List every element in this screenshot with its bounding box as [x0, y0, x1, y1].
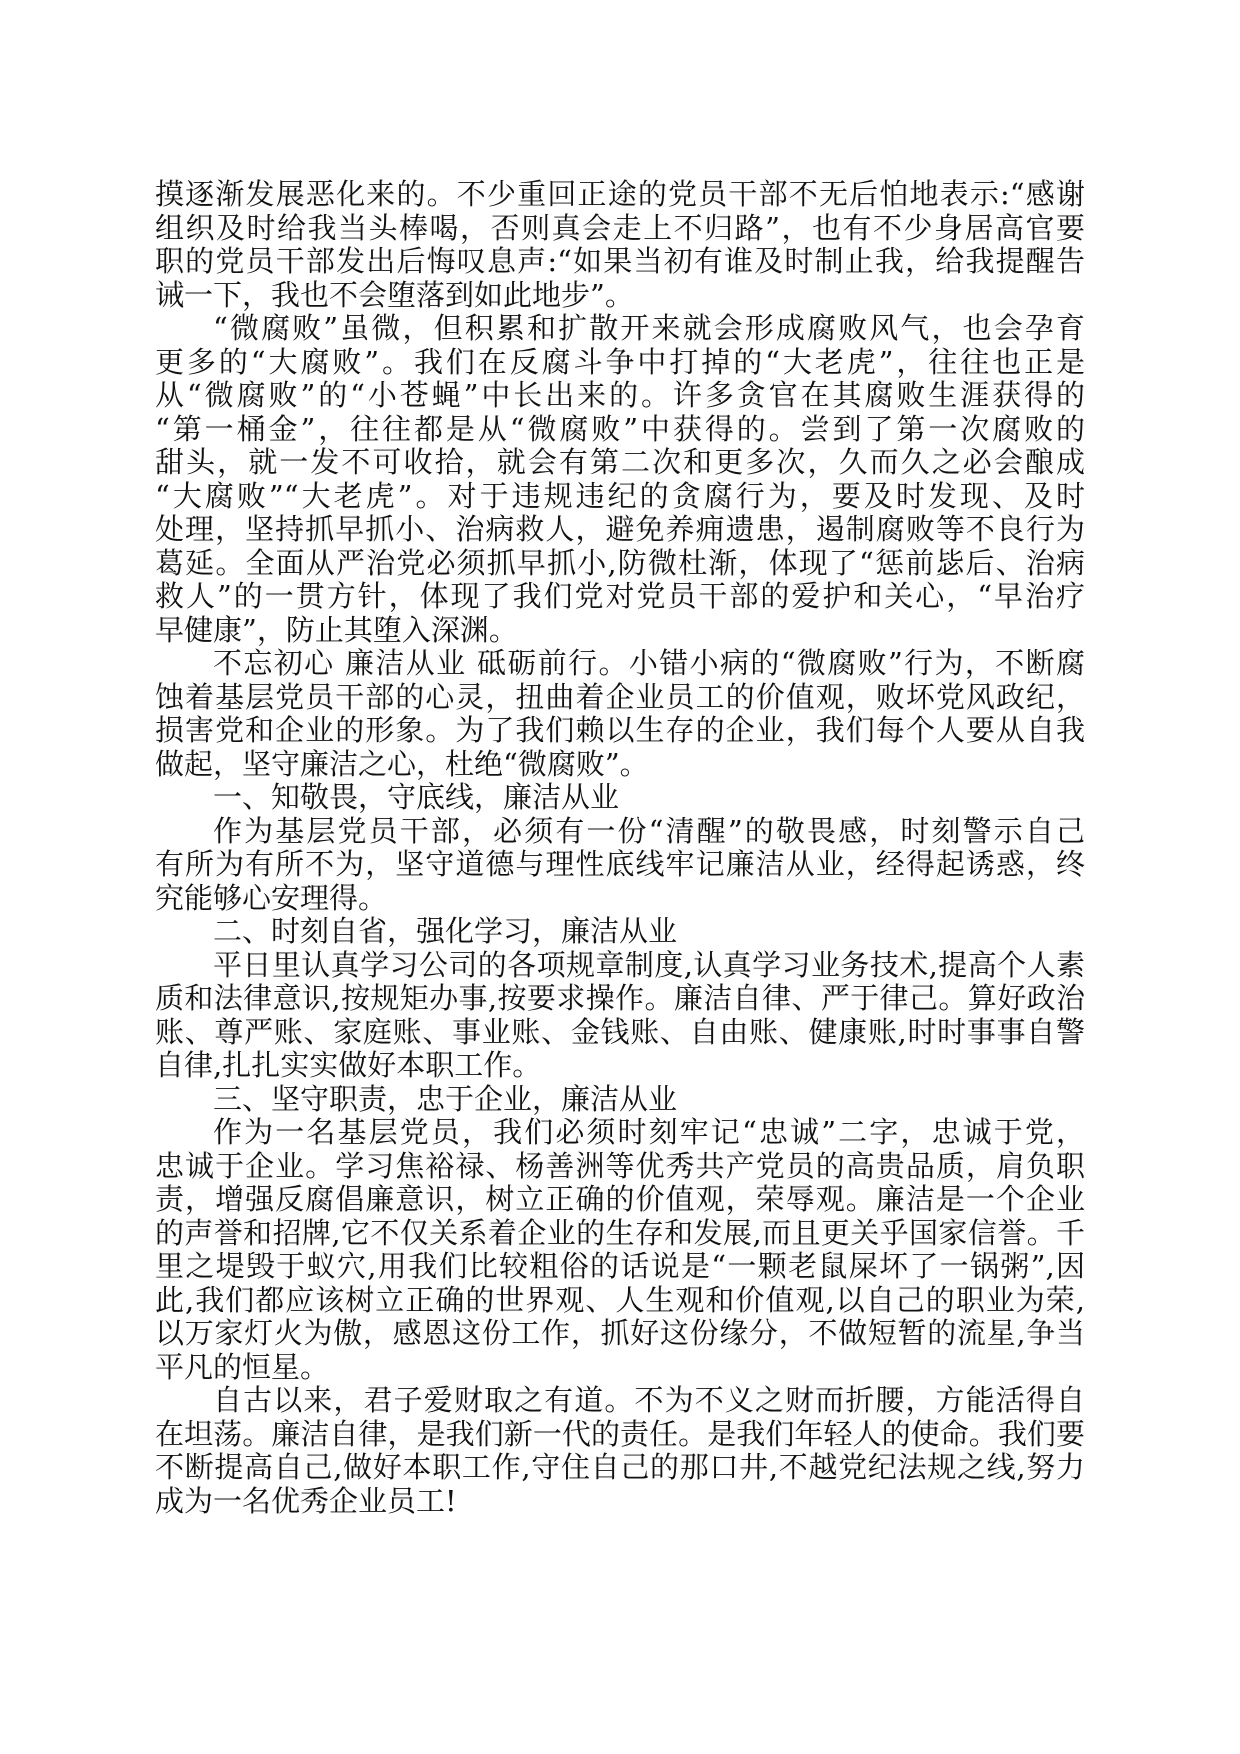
text-line: 账、尊严账、家庭账、事业账、金钱账、自由账、健康账,时时事事自警 [155, 1015, 1085, 1049]
text-line: 二、时刻自省，强化学习，廉洁从业 [213, 915, 678, 948]
body-text [155, 178, 1085, 1518]
text-line: 以万家灯火为傲，感恩这份工作，抓好这份缘分，不做短暂的流星,争当 [155, 1317, 1085, 1350]
paragraph [155, 1384, 1085, 1518]
text-line: 诫一下，我也不会堕落到如此地步”。 [155, 278, 634, 312]
text-line: “第一桶金”，往往都是从“微腐败”中获得的。尝到了第一次腐败的 [155, 412, 1085, 446]
text-line: 损害党和企业的形象。为了我们赖以生存的企业，我们每个人要从自我 [155, 714, 1085, 747]
text-line: 成为一名优秀企业员工! [155, 1484, 457, 1518]
paragraph [155, 781, 1085, 815]
text-line: 里之堤毁于蚁穴,用我们比较粗俗的话说是“一颗老鼠屎坏了一锅粥”,因 [155, 1250, 1085, 1283]
text-line: 葛延。全面从严治党必须抓早抓小,防微杜渐，体现了“惩前毖后、治病 [155, 546, 1085, 580]
paragraph [155, 312, 1085, 647]
text-line: “大腐败”“大老虎”。对于违规违纪的贪腐行为，要及时发现、及时 [155, 479, 1085, 513]
paragraph [155, 647, 1085, 781]
text-line: 此,我们都应该树立正确的世界观、人生观和价值观,以自己的职业为荣, [155, 1283, 1085, 1317]
text-line: 作为基层党员干部，必须有一份“清醒”的敬畏感，时刻警示自己 [213, 814, 1085, 848]
text-line: 处理，坚持抓早抓小、治病救人，避免养痈遗患，遏制腐败等不良行为 [155, 513, 1085, 546]
text-line: 做起，坚守廉洁之心，杜绝“微腐败”。 [155, 747, 649, 781]
text-line: 作为一名基层党员，我们必须时刻牢记“忠诚”二字，忠诚于党， [213, 1116, 1085, 1149]
text-line: 早健康”，防止其堕入深渊。 [155, 613, 518, 647]
text-line: 救人”的一贯方针，体现了我们党对党员干部的爱护和关心，“早治疗 [155, 580, 1085, 613]
text-line: 的声誉和招牌,它不仅关系着企业的生存和发展,而且更关乎国家信誉。千 [155, 1216, 1085, 1250]
paragraph [155, 1083, 1085, 1117]
paragraph [155, 815, 1085, 916]
text-line: 有所为有所不为，坚守道德与理性底线牢记廉洁从业，经得起诱惑，终 [155, 848, 1085, 881]
text-line: 蚀着基层党员干部的心灵，扭曲着企业员工的价值观，败坏党风政纪， [155, 680, 1085, 714]
text-line: “微腐败”虽微，但积累和扩散开来就会形成腐败风气，也会孕育 [213, 312, 1085, 345]
text-line: 更多的“大腐败”。我们在反腐斗争中打掉的“大老虎”，往往也正是 [155, 345, 1085, 379]
paragraph [155, 949, 1085, 1083]
text-line: 不断提高自己,做好本职工作,守住自己的那口井,不越党纪法规之线,努力 [155, 1451, 1085, 1484]
text-line: 平日里认真学习公司的各项规章制度,认真学习业务技术,提高个人素 [213, 948, 1085, 982]
text-line: 责，增强反腐倡廉意识，树立正确的价值观，荣辱观。廉洁是一个企业 [155, 1183, 1085, 1216]
text-line: 摸逐渐发展恶化来的。不少重回正途的党员干部不无后怕地表示:“感谢 [155, 178, 1085, 211]
text-line: 甜头，就一发不可收拾，就会有第二次和更多次，久而久之必会酿成 [155, 446, 1085, 479]
text-line: 从“微腐败”的“小苍蝇”中长出来的。许多贪官在其腐败生涯获得的 [155, 379, 1085, 412]
text-line: 自律,扎扎实实做好本职工作。 [155, 1049, 542, 1082]
paragraph [155, 178, 1085, 312]
text-line: 不忘初心 廉洁从业 砥砺前行。小错小病的“微腐败”行为，不断腐 [213, 647, 1085, 680]
text-line: 究能够心安理得。 [155, 881, 388, 915]
paragraph [155, 1116, 1085, 1384]
text-line: 组织及时给我当头棒喝，否则真会走上不归路”，也有不少身居高官要 [155, 211, 1085, 245]
text-line: 平凡的恒星。 [155, 1350, 330, 1384]
text-line: 一、知敬畏，守底线，廉洁从业 [213, 781, 620, 814]
text-line: 自古以来，君子爱财取之有道。不为不义之财而折腰，方能活得自 [213, 1384, 1085, 1417]
text-line: 质和法律意识,按规矩办事,按要求操作。廉洁自律、严于律己。算好政治 [155, 982, 1085, 1015]
paragraph [155, 915, 1085, 949]
text-line: 在坦荡。廉洁自律，是我们新一代的责任。是我们年轻人的使命。我们要 [155, 1417, 1085, 1451]
text-line: 三、坚守职责，忠于企业，廉洁从业 [213, 1082, 678, 1116]
text-line: 职的党员干部发出后悔叹息声:“如果当初有谁及时制止我，给我提醒告 [155, 245, 1085, 278]
text-line: 忠诚于企业。学习焦裕禄、杨善洲等优秀共产党员的高贵品质，肩负职 [155, 1149, 1085, 1183]
